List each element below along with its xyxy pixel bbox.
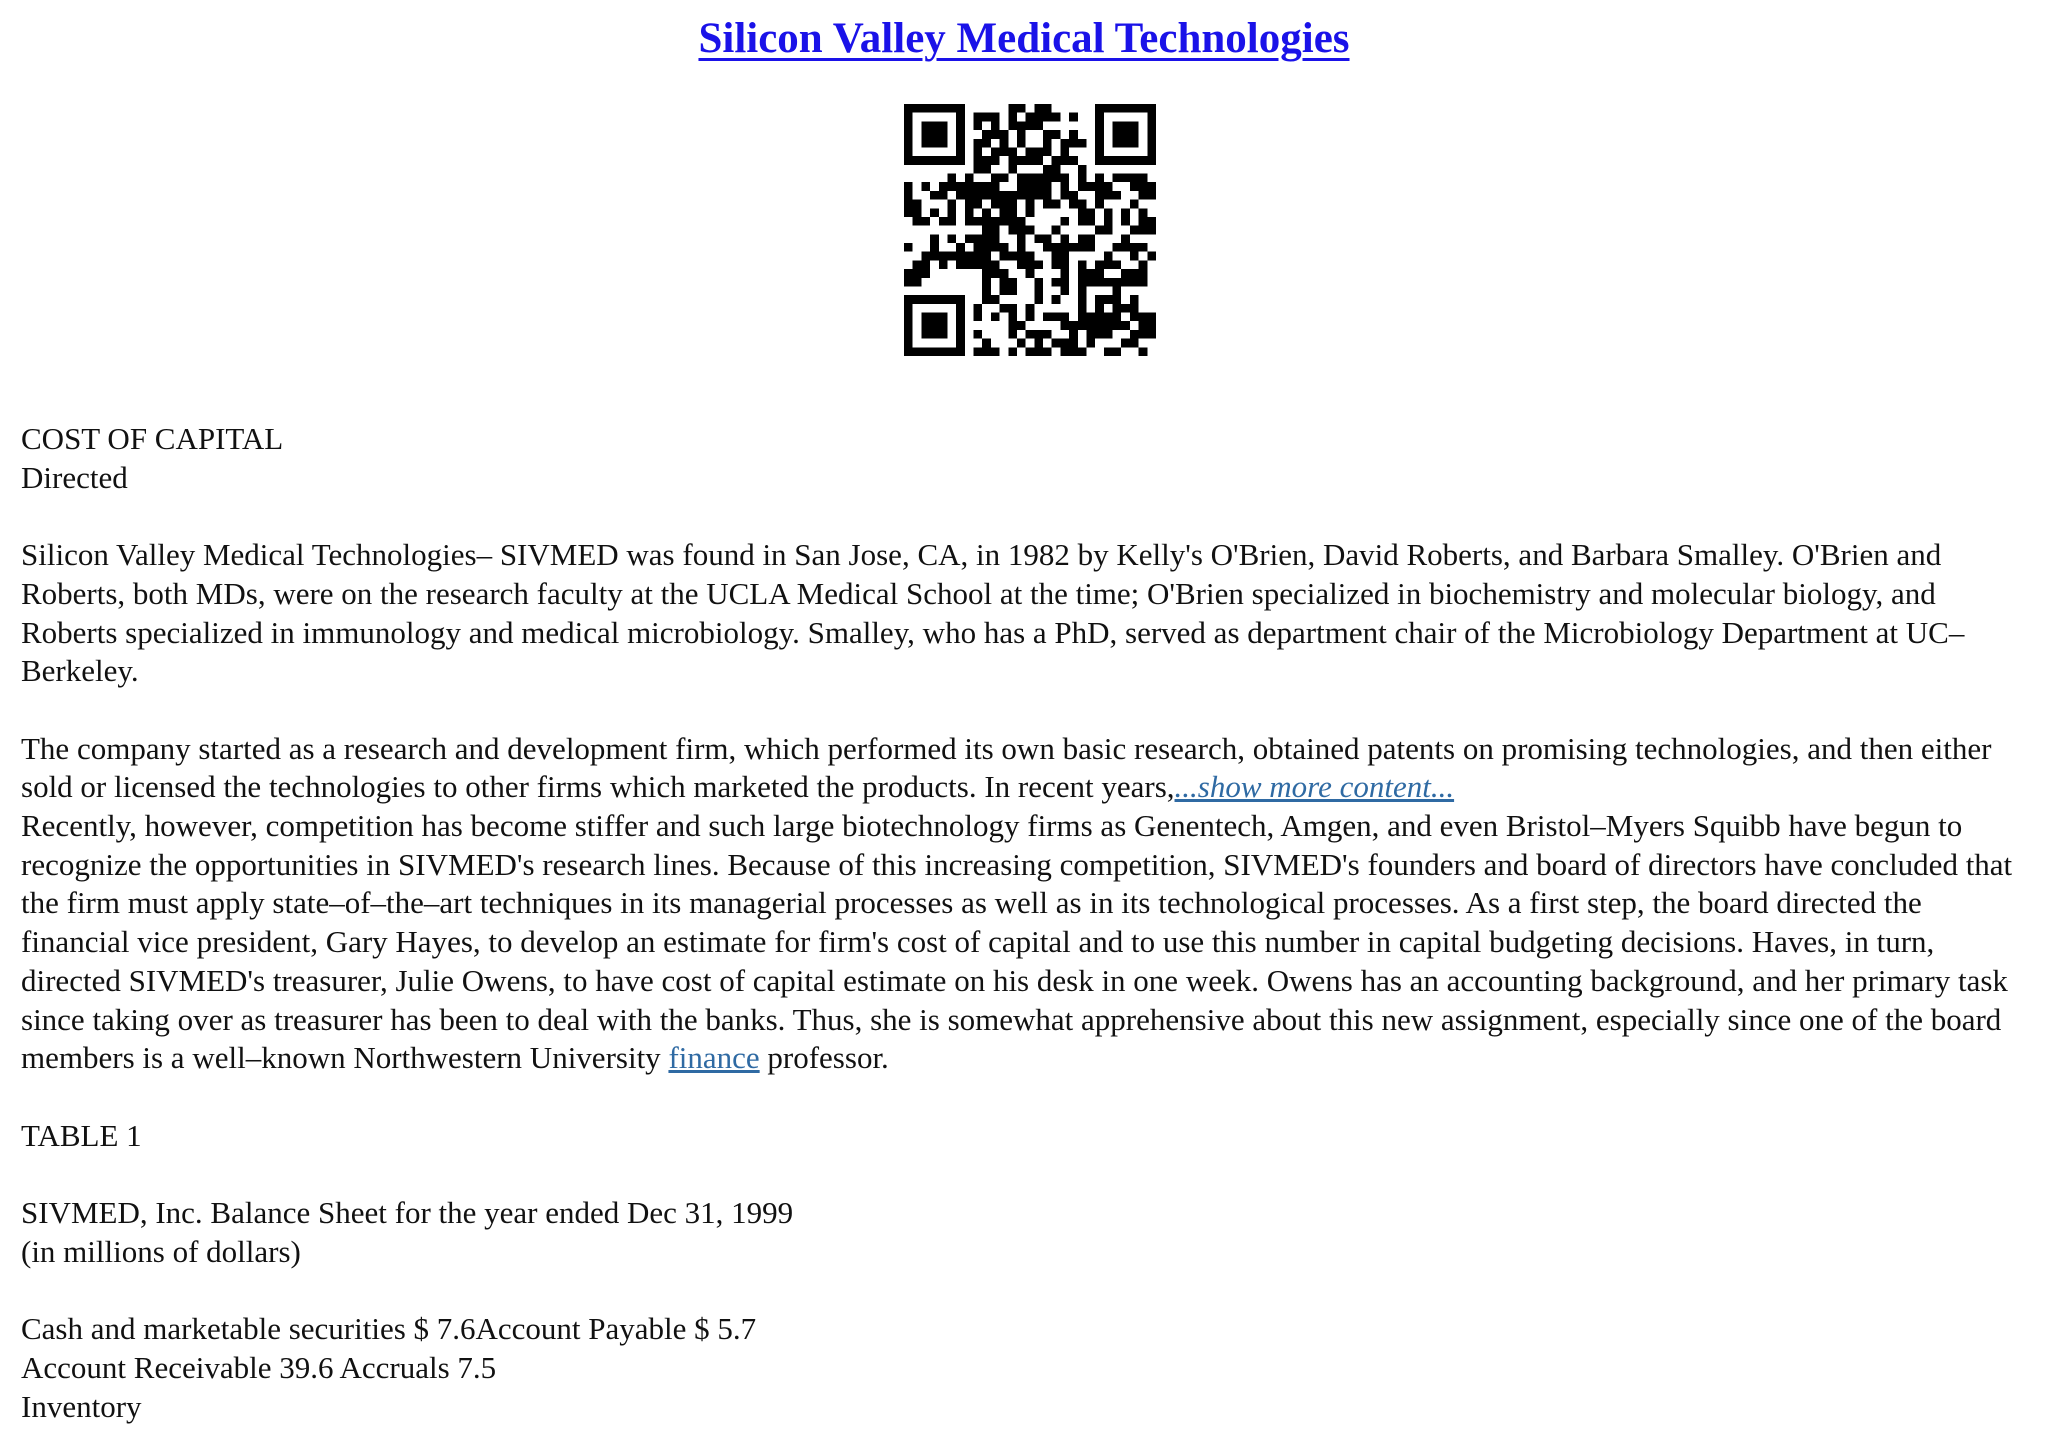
- balance-line: Account Receivable 39.6 Accruals 7.5: [21, 1349, 497, 1385]
- balance-line: Cash and marketable securities $ 7.6Account Payable $ 5.7: [21, 1311, 757, 1347]
- show-more-link[interactable]: ...show more content...: [1174, 769, 1455, 805]
- balance-sheet-title: SIVMED, Inc. Balance Sheet for the year ended Dec 31, 1999: [21, 1195, 794, 1230]
- finance-link[interactable]: finance: [668, 1040, 760, 1076]
- section-heading: COST OF CAPITAL: [21, 421, 284, 456]
- paragraph-company: [21, 730, 2031, 807]
- paragraph-competition: [21, 807, 2031, 1078]
- paragraph-competition-end: professor.: [759, 1040, 889, 1076]
- section-subheading: Directed: [21, 459, 128, 495]
- balance-line: Inventory: [21, 1388, 142, 1424]
- paragraph-company-text: The company started as a research and development firm, which performed its own basic research, obtained patents on promising technologies, and then either sold or licensed the technologies to other firms which marketed the products. In recent years,: [21, 730, 1992, 805]
- document-body: [21, 420, 2031, 1426]
- balance-sheet-units: (in millions of dollars): [21, 1233, 301, 1269]
- table-label: TABLE 1: [21, 1117, 142, 1153]
- paragraph-competition-text: Recently, however, competition has become stiffer and such large biotechnology firms as Genentech, Amgen, and even Bristol–Myers Squibb have begun to recognize the opportunities in SIVMED's research lines. Because of this increasing competition, SIVMED's founders and board of directors have concluded that the firm must apply state–of–the–art techniques in its managerial processes as well as in its technological processes. As a first step, the board directed the financial vice president, Gary Hayes, to develop an estimate for firm's cost of capital and to use this number in capital budgeting decisions. Haves, in turn, directed SIVMED's treasurer, Julie Owens, to have cost of capital estimate on his desk in one week. Owens has an accounting background, and her primary task since taking over as treasurer has been to deal with the banks. Thus, she is somewhat apprehensive about this new assignment, especially since one of the board members is a well–known Northwestern University: [21, 808, 2013, 1076]
- page-header: [0, 14, 2048, 63]
- title-link[interactable]: Silicon Valley Medical Technologies: [698, 15, 1350, 62]
- qr-code-icon: [904, 104, 1156, 356]
- paragraph-intro: Silicon Valley Medical Technologies– SIVMED was found in San Jose, CA, in 1982 by Kelly's O'Brien, David Roberts, and Barbara Smalley. O'Brien and Roberts, both MDs, were on the research faculty at the UCLA Medical School at the time; O'Brien specialized in biochemistry and molecular biology, and Roberts specialized in immunology and medical microbiology. Smalley, who has a PhD, served as department chair of the Microbiology Department at UC–Berkeley.: [21, 537, 1965, 689]
